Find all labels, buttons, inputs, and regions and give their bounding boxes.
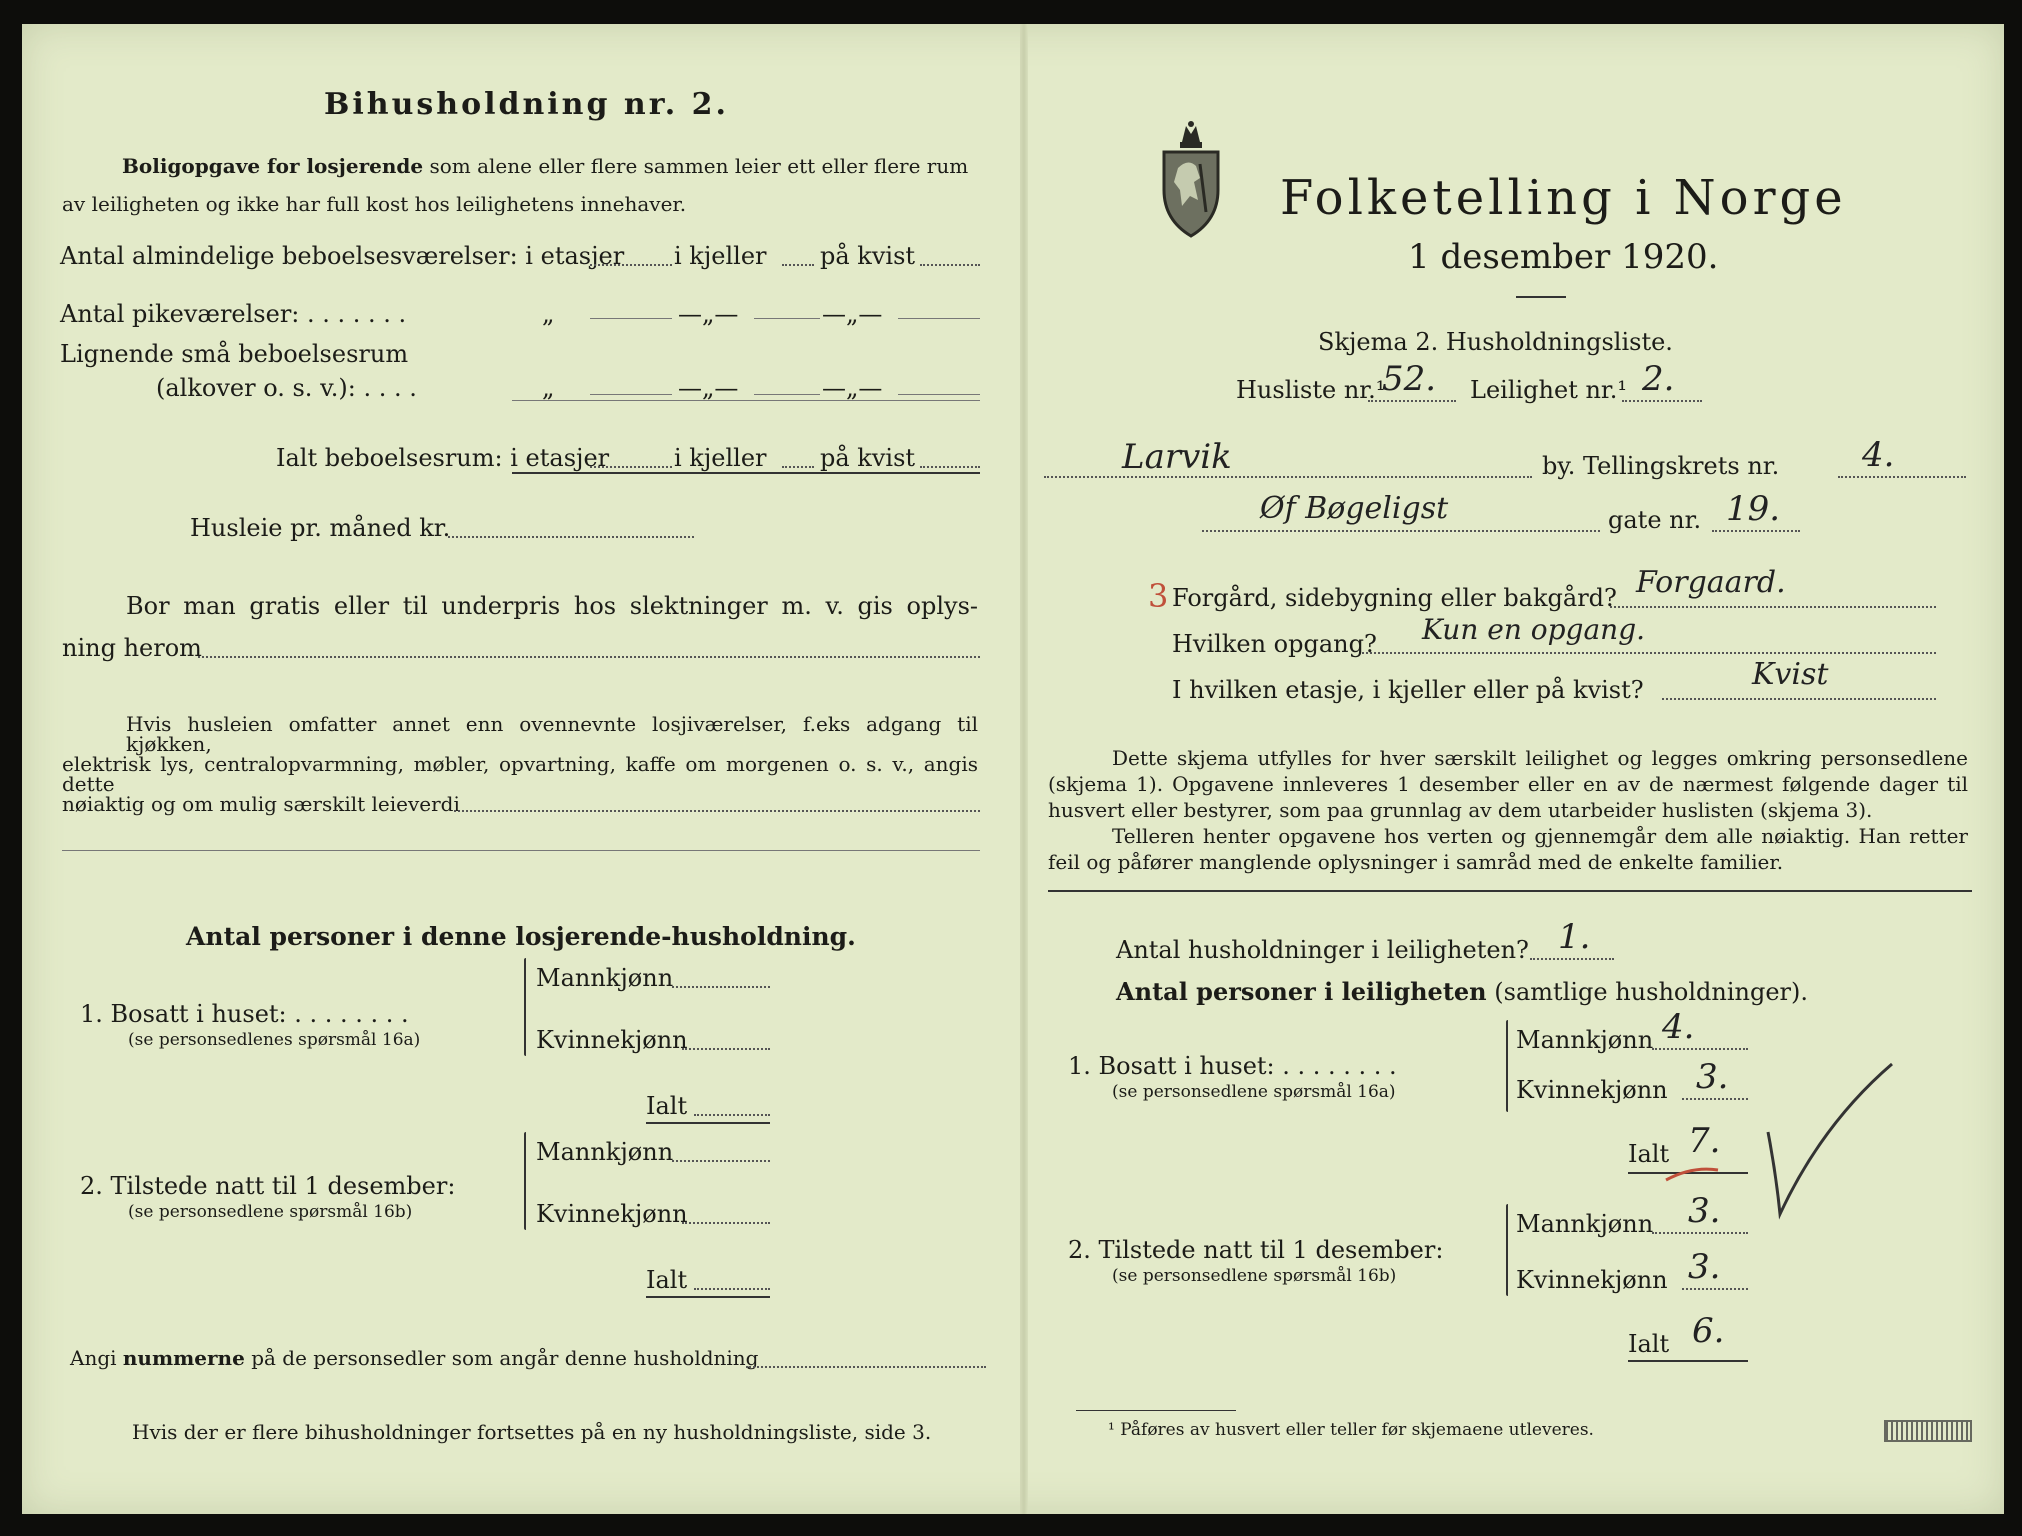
leieverdi-field[interactable]	[454, 810, 980, 812]
rooms-etasjer-field[interactable]	[590, 264, 672, 266]
left-tilstede-ialt-rule	[646, 1296, 770, 1298]
right-bosatt-ialt-label: Ialt	[1628, 1140, 1670, 1168]
husleie-label: Husleie pr. måned kr.	[190, 514, 451, 542]
right-tilstede-kvinne-value: 3.	[1688, 1247, 1721, 1287]
intro-line-2: av leiligheten og ikke har full kost hos leilighetens innehaver.	[62, 192, 687, 216]
right-bosatt-kvinne-field[interactable]	[1682, 1098, 1748, 1100]
pike-label: Antal pikeværelser: . . . . . . .	[60, 300, 407, 328]
opgang-field[interactable]	[1362, 652, 1936, 654]
census-form-sheet	[22, 24, 2004, 1514]
left-tilstede-ialt-field[interactable]	[694, 1288, 770, 1290]
right-tilstede-kvinne-field[interactable]	[1682, 1288, 1748, 1290]
para1-line-1: Dette skjema utfylles for hver særskilt leilighet og legges omkring personsedlene	[1112, 746, 1968, 770]
etasje-label: I hvilken etasje, i kjeller eller på kvist?	[1172, 676, 1644, 704]
city-value: Larvik	[1122, 437, 1232, 477]
opgang-value: Kun en opgang.	[1422, 613, 1646, 646]
lignende-ditto-1: „	[542, 374, 555, 402]
angi-rest: på de personsedler som angår denne husholdning	[251, 1346, 759, 1370]
right-bosatt-kvinne-value: 3.	[1696, 1057, 1729, 1097]
intro-bold: Boligopgave for losjerende	[122, 154, 424, 178]
ialt-rule	[512, 472, 980, 474]
pike-kvist-field[interactable]	[898, 318, 980, 319]
ialt-kjeller-field[interactable]	[782, 466, 814, 468]
intro-rest: som alene eller flere sammen leier ett eller flere rum	[429, 154, 969, 178]
left-bosatt-label: 1. Bosatt i huset: . . . . . . . .	[80, 1000, 409, 1028]
angi-bold: nummerne	[122, 1346, 245, 1370]
left-tilstede-mann-label: Mannkjønn	[536, 1138, 674, 1166]
hvis-line-3: nøiaktig og om mulig særskilt leieverdi	[62, 792, 460, 816]
husleie-field[interactable]	[448, 536, 694, 538]
left-bosatt-ialt-field[interactable]	[694, 1114, 770, 1116]
krets-field[interactable]	[1838, 476, 1966, 478]
right-persons-heading-rest: (samtlige husholdninger).	[1494, 978, 1809, 1006]
right-tilstede-label: 2. Tilstede natt til 1 desember:	[1068, 1236, 1444, 1264]
gate-value: 19.	[1726, 489, 1781, 529]
lignende-ditto-2: —„—	[678, 374, 739, 402]
left-tilstede-ialt-label: Ialt	[646, 1266, 688, 1294]
hvis-line-1: Hvis husleien omfatter annet enn ovennevnte losjiværelser, f.eks adgang til kjøkken,	[126, 712, 978, 756]
para2-line-1: Telleren henter opgavene hos verten og gjennemgår dem alle nøiaktig. Han retter	[1112, 824, 1968, 848]
left-tilstede-mann-field[interactable]	[672, 1160, 770, 1162]
para1-line-2: (skjema 1). Opgavene innleveres 1 desember eller en av de nærmest følgende dager til	[1048, 772, 1968, 796]
left-bosatt-mann-label: Mannkjønn	[536, 964, 674, 992]
right-bosatt-brace	[1506, 1020, 1508, 1112]
checkmark-icon	[1762, 1054, 1902, 1224]
rooms-kvist-field[interactable]	[920, 264, 980, 266]
lignende-ditto-3: —„—	[822, 374, 883, 402]
lignende-label-2: (alkover o. s. v.): . . . .	[156, 374, 417, 402]
left-bosatt-ialt-label: Ialt	[646, 1092, 688, 1120]
page-fold	[1020, 24, 1028, 1514]
right-bosatt-ref: (se personsedlene spørsmål 16a)	[1112, 1082, 1396, 1102]
hvis-line-2: elektrisk lys, centralopvarmning, møbler, opvartning, kaffe om morgenen o. s. v., angis dette	[62, 752, 978, 796]
section-rule	[1048, 890, 1972, 892]
angi-pre: Angi	[70, 1346, 117, 1370]
etasje-field[interactable]	[1662, 698, 1936, 700]
lignende-kjeller-field[interactable]	[754, 394, 820, 395]
red-annotation: 3	[1148, 577, 1169, 615]
by-krets-label: by. Tellingskrets nr.	[1542, 452, 1780, 480]
left-bosatt-kvinne-label: Kvinnekjønn	[536, 1026, 688, 1054]
left-bosatt-ialt-rule	[646, 1122, 770, 1124]
left-tilstede-ref: (se personsedlene spørsmål 16b)	[128, 1202, 413, 1222]
krets-value: 4.	[1862, 435, 1895, 475]
rooms-kjeller-field[interactable]	[782, 264, 814, 266]
pike-ditto-1: „	[542, 300, 555, 328]
right-persons-heading	[1116, 977, 1809, 1006]
skjema-label: Skjema 2. Husholdningsliste.	[1318, 328, 1673, 356]
right-bosatt-ialt-value: 7.	[1688, 1121, 1721, 1161]
right-title: Folketelling i Norge	[1280, 170, 1847, 226]
left-tilstede-kvinne-field[interactable]	[682, 1222, 770, 1224]
antal-hush-label: Antal husholdninger i leiligheten?	[1116, 936, 1529, 964]
printer-stamp	[1884, 1420, 1972, 1442]
right-bosatt-kvinne-label: Kvinnekjønn	[1516, 1076, 1668, 1104]
sum-rule	[512, 400, 980, 401]
antal-hush-field[interactable]	[1530, 958, 1614, 960]
bor-line-1: Bor man gratis eller til underpris hos slektninger m. v. gis oplys-	[126, 592, 978, 620]
rooms-kjeller-label: i kjeller	[674, 242, 767, 270]
leieverdi-field-2[interactable]	[62, 850, 980, 851]
left-bosatt-kvinne-field[interactable]	[682, 1048, 770, 1050]
gate-field[interactable]	[1712, 530, 1800, 532]
para2-line-2: feil og påfører manglende oplysninger i samråd med de enkelte familier.	[1048, 850, 1784, 874]
forgaard-label: Forgård, sidebygning eller bakgård?	[1172, 584, 1617, 612]
right-date: 1 desember 1920.	[1408, 237, 1719, 277]
leilighet-field[interactable]	[1622, 400, 1702, 402]
left-bosatt-ref: (se personsedlenes spørsmål 16a)	[128, 1030, 421, 1050]
right-persons-heading-bold: Antal personer i leiligheten	[1116, 977, 1487, 1006]
right-bosatt-label: 1. Bosatt i huset: . . . . . . . .	[1068, 1052, 1397, 1080]
right-tilstede-ref: (se personsedlene spørsmål 16b)	[1112, 1266, 1397, 1286]
husliste-value: 52.	[1382, 359, 1437, 399]
right-tilstede-mann-label: Mannkjønn	[1516, 1210, 1654, 1238]
rooms-kvist-label: på kvist	[820, 242, 916, 270]
forgaard-field[interactable]	[1610, 606, 1936, 608]
right-bosatt-mann-label: Mannkjønn	[1516, 1026, 1654, 1054]
footnote-rule	[1076, 1410, 1236, 1411]
left-title: Bihusholdning nr. 2.	[324, 87, 729, 122]
bor-field[interactable]	[198, 656, 980, 658]
right-tilstede-ialt-value: 6.	[1692, 1311, 1725, 1351]
ialt-kvist-field[interactable]	[920, 466, 980, 468]
bor-line-2: ning herom	[62, 634, 202, 662]
husliste-field[interactable]	[1368, 400, 1456, 402]
right-tilstede-ialt-rule	[1628, 1360, 1748, 1362]
leilighet-value: 2.	[1642, 359, 1675, 399]
title-divider	[1516, 296, 1566, 298]
left-tilstede-label: 2. Tilstede natt til 1 desember:	[80, 1172, 456, 1200]
gate-label: gate nr.	[1608, 506, 1702, 534]
opgang-label: Hvilken opgang?	[1172, 630, 1377, 658]
norway-coat-of-arms-icon	[1160, 120, 1222, 238]
intro-line-1	[122, 156, 968, 176]
angi-line	[70, 1348, 758, 1368]
right-bosatt-mann-field[interactable]	[1652, 1048, 1748, 1050]
antal-hush-value: 1.	[1558, 917, 1591, 957]
ialt-rooms-label: Ialt beboelsesrum: i etasjer	[276, 444, 610, 472]
right-tilstede-brace	[1506, 1204, 1508, 1296]
ialt-etasjer-field[interactable]	[590, 466, 672, 468]
pike-etasjer-field[interactable]	[590, 318, 672, 319]
pike-kjeller-field[interactable]	[754, 318, 820, 319]
right-tilstede-ialt-label: Ialt	[1628, 1330, 1670, 1358]
red-correction-mark	[1662, 1164, 1722, 1184]
lignende-etasjer-field[interactable]	[590, 394, 672, 395]
right-bosatt-mann-value: 4.	[1662, 1007, 1695, 1047]
left-tilstede-brace	[524, 1132, 526, 1230]
left-bosatt-brace	[524, 958, 526, 1056]
right-tilstede-mann-field[interactable]	[1652, 1232, 1748, 1234]
left-footer: Hvis der er flere bihusholdninger fortsettes på en ny husholdningsliste, side 3.	[132, 1420, 932, 1444]
city-field[interactable]	[1044, 476, 1532, 478]
husliste-label: Husliste nr.¹	[1236, 376, 1386, 404]
left-bosatt-mann-field[interactable]	[672, 986, 770, 988]
pike-ditto-3: —„—	[822, 300, 883, 328]
rooms-label: Antal almindelige beboelsesværelser: i etasjer	[60, 242, 625, 270]
lignende-kvist-field[interactable]	[898, 394, 980, 395]
right-tilstede-kvinne-label: Kvinnekjønn	[1516, 1266, 1668, 1294]
etasje-value: Kvist	[1752, 657, 1829, 692]
para1-line-3: husvert eller bestyrer, som paa grunnlag av dem utarbeider huslisten (skjema 3).	[1048, 798, 1873, 822]
ialt-kvist-label: på kvist	[820, 444, 916, 472]
right-tilstede-mann-value: 3.	[1688, 1191, 1721, 1231]
pike-ditto-2: —„—	[678, 300, 739, 328]
street-field[interactable]	[1202, 530, 1600, 532]
right-footnote: ¹ Påføres av husvert eller teller før skjemaene utleveres.	[1108, 1420, 1594, 1440]
lignende-label-1: Lignende små beboelsesrum	[60, 340, 409, 368]
street-value: Øf Bøgeligst	[1260, 491, 1449, 526]
ialt-kjeller-label: i kjeller	[674, 444, 767, 472]
left-persons-heading: Antal personer i denne losjerende-husholdning.	[186, 922, 856, 951]
forgaard-value: Forgaard.	[1636, 565, 1786, 600]
angi-field[interactable]	[746, 1366, 986, 1368]
left-tilstede-kvinne-label: Kvinnekjønn	[536, 1200, 688, 1228]
leilighet-label: Leilighet nr.¹	[1470, 376, 1628, 404]
